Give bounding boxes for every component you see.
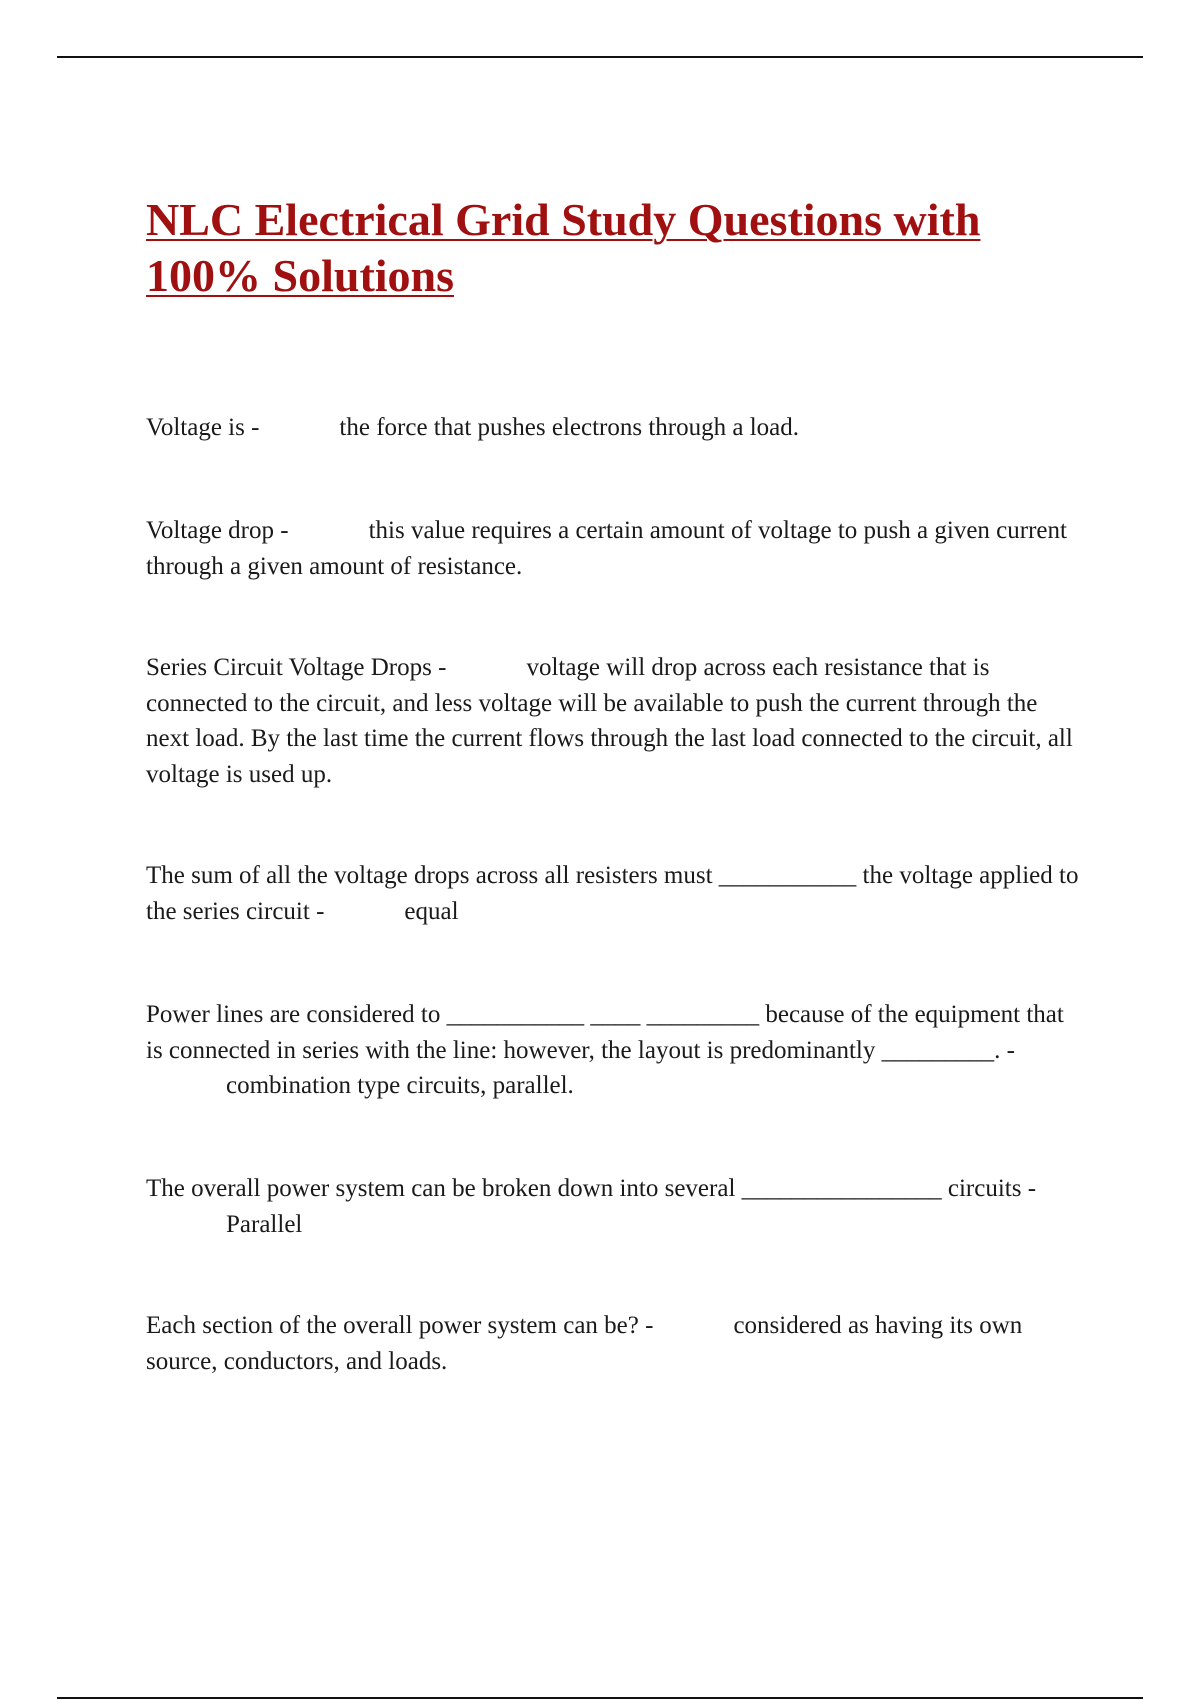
top-rule (57, 56, 1143, 58)
qa-item (146, 1171, 1081, 1242)
answer-text: this value requires a certain amount of voltage to push a given current through a given amount of resistance. (146, 517, 1067, 580)
question-text: Series Circuit Voltage Drops - (146, 654, 447, 681)
qa-item (146, 650, 1081, 792)
document-title: NLC Electrical Grid Study Questions with 100% Solutions (146, 194, 981, 301)
question-text: Each section of the overall power system can be? - (146, 1312, 654, 1339)
answer-text: voltage will drop across each resistance that is connected to the circuit, and less voltage will be available to push the current through the next load. By the last time the current flows through the last load connected to the circuit, all voltage is used up. (146, 654, 1073, 788)
question-text: Power lines are considered to ___________ ____ _________ because of the equipment that is connected in series with the line: however, the layout is predominantly _________. - (146, 1001, 1064, 1064)
question-text: The overall power system can be broken down into several ________________ circuits - (146, 1175, 1037, 1202)
question-text: The sum of all the voltage drops across all resisters must ___________ the voltage applied to the series circuit - (146, 862, 1079, 925)
question-text: Voltage is - (146, 414, 260, 441)
answer-text: the force that pushes electrons through a load. (339, 414, 799, 441)
qa-item (146, 1308, 1081, 1379)
answer-text: equal (404, 897, 459, 925)
qa-item (146, 513, 1081, 584)
qa-item (146, 997, 1081, 1104)
answer-text: Parallel (226, 1210, 303, 1238)
qa-item (146, 410, 1081, 446)
answer-text: combination type circuits, parallel. (226, 1072, 574, 1099)
question-text: Voltage drop - (146, 517, 289, 544)
qa-item (146, 858, 1081, 929)
answer-text: considered as having its own source, conductors, and loads. (146, 1312, 1023, 1375)
bottom-rule (57, 1697, 1143, 1699)
